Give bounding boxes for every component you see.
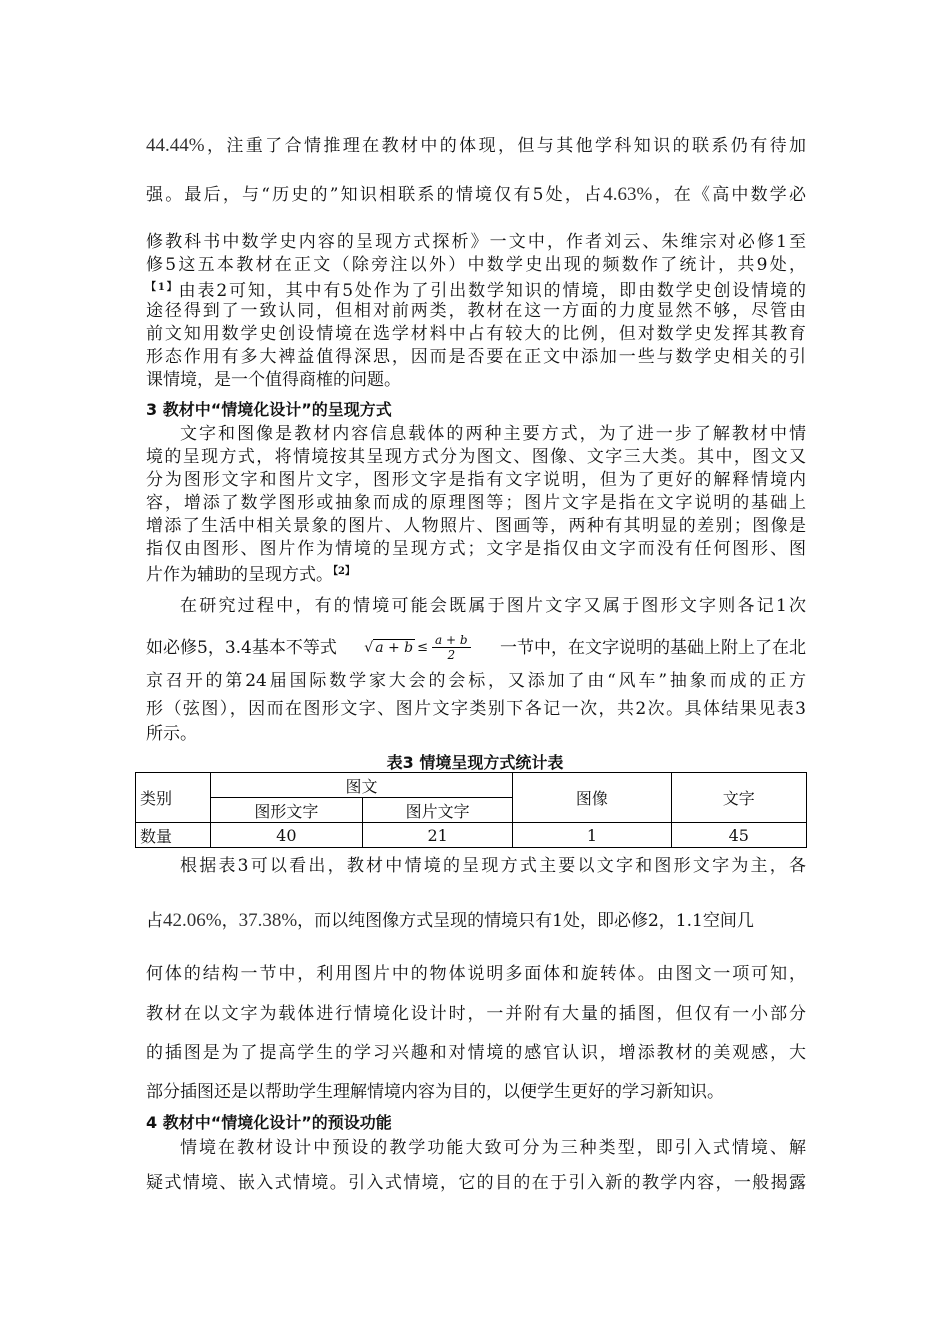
formula xyxy=(364,633,472,662)
table-row xyxy=(136,823,807,848)
column-header-text: 文字 xyxy=(671,773,806,823)
paragraph-line: 情境在教材设计中预设的教学功能大致可分为三种类型，即引入式情境、解 xyxy=(180,1138,806,1158)
paragraph-line: 形（弦图），因而在图形文字、图片文字类别下各记一次，共2次。具体结果见表3 xyxy=(146,699,806,719)
percentage-value: 44.44% xyxy=(146,135,205,156)
table-caption: 表3 情境呈现方式统计表 xyxy=(386,753,564,772)
paragraph-line: 修5这五本教材在正文（除旁注以外）中数学史出现的频数作了统计，共9处， xyxy=(146,255,806,275)
section-heading: 4 教材中“情境化设计”的预设功能 xyxy=(146,1113,392,1132)
text-span: 片作为辅助的呈现方式。 xyxy=(146,565,333,585)
text-span: ，而以纯图像方式呈现的情境只有1处，即必修2，1.1空间几 xyxy=(297,911,754,931)
paragraph-line: 部分插图还是以帮助学生理解情境内容为目的，以便学生更好的学习新知识。 xyxy=(146,1082,724,1102)
table-cell: 40 xyxy=(210,823,362,848)
citation-ref: 【2】 xyxy=(333,566,355,577)
paragraph-line: 途径得到了一致认同，但相对前两类，教材在这一方面的力度显然不够，尽管由 xyxy=(146,301,806,321)
text-span: 由表2可知，其中有5处作为了引出数学知识的情境，即由数学史创设情境的 xyxy=(178,281,806,301)
paragraph-line: 容，增添了数学图形或抽象而成的原理图等；图片文字是指在文字说明的基础上 xyxy=(146,493,806,513)
percentage-value: 4.63% xyxy=(603,184,653,205)
citation-ref: 【1】 xyxy=(146,282,179,293)
table-cell: 1 xyxy=(513,823,671,848)
table-row xyxy=(136,773,807,798)
paragraph-line xyxy=(146,911,806,931)
paragraph-line: 境的呈现方式，将情境按其呈现方式分为图文、图像、文字三大类。其中，图文又 xyxy=(146,447,806,467)
table-cell: 21 xyxy=(363,823,513,848)
paragraph-line: 增添了生活中相关景象的图片、人物照片、图画等，两种有其明显的差别；图像是 xyxy=(146,516,806,536)
denominator: 2 xyxy=(447,648,456,662)
text-span: ， xyxy=(221,911,239,931)
paragraph-line xyxy=(146,136,806,156)
row-header-category: 类别 xyxy=(136,773,211,823)
numerator: a + b xyxy=(432,633,471,648)
paragraph-line: 教材在以文字为载体进行情境化设计时，一并附有大量的插图，但仅有一小部分 xyxy=(146,1004,806,1024)
text-span: ，在《高中数学必 xyxy=(652,185,807,205)
paragraph-line: 指仅由图形、图片作为情境的呈现方式；文字是指仅由文字而没有任何图形、图 xyxy=(146,539,806,559)
column-header-graphic-text: 图形文字 xyxy=(210,798,362,823)
paragraph-line: 所示。 xyxy=(146,724,197,744)
statistics-table xyxy=(135,772,807,848)
radicand: a + b xyxy=(375,639,414,656)
text-span: 如必修5，3.4基本不等式 xyxy=(146,637,337,658)
paragraph-line: 文字和图像是教材内容信息载体的两种主要方式，为了进一步了解教材中情 xyxy=(180,424,806,444)
paragraph-line xyxy=(146,633,806,662)
paragraph-line: 的插图是为了提高学生的学习兴趣和对情境的感官认识，增添教材的美观感，大 xyxy=(146,1043,806,1063)
text-span: 一节中，在文字说明的基础上附上了在北 xyxy=(499,637,806,658)
paragraph-line: 分为图形文字和图片文字，图形文字是指有文字说明，但为了更好的解释情境内 xyxy=(146,470,806,490)
table-cell: 45 xyxy=(671,823,806,848)
paragraph-line: 根据表3可以看出，教材中情境的呈现方式主要以文字和图形文字为主，各 xyxy=(180,856,806,876)
paragraph-line: 修教科书中数学史内容的呈现方式探析》一文中，作者刘云、朱维宗对必修1至 xyxy=(146,232,806,252)
text-span: 占 xyxy=(146,911,163,931)
sqrt-expression: √ a + b xyxy=(364,639,414,656)
paragraph-line: 形态作用有多大裨益值得深思，因而是否要在正文中添加一些与数学史相关的引 xyxy=(146,347,806,367)
column-group-header: 图文 xyxy=(210,773,513,798)
paragraph-line: 前文知用数学史创设情境在选学材料中占有较大的比例，但对数学史发挥其教育 xyxy=(146,324,806,344)
paragraph-line: 疑式情境、嵌入式情境。引入式情境，它的目的在于引入新的教学内容，一般揭露 xyxy=(146,1173,806,1193)
percentage-value: 42.06% xyxy=(163,910,222,931)
column-header-picture-text: 图片文字 xyxy=(363,798,513,823)
text-span: 强。最后，与“历史的”知识相联系的情境仅有5处，占 xyxy=(146,185,604,205)
column-header-image: 图像 xyxy=(513,773,671,823)
section-heading: 3 教材中“情境化设计”的呈现方式 xyxy=(146,400,392,419)
paragraph-line: 京召开的第24届国际数学家大会的会标，又添加了由“风车”抽象而成的正方 xyxy=(146,671,806,691)
inequality-sign: ≤ xyxy=(417,639,429,655)
paragraph-line: 何体的结构一节中，利用图片中的物体说明多面体和旋转体。由图文一项可知， xyxy=(146,964,806,984)
paragraph-line xyxy=(146,278,806,301)
text-span: ，注重了合情推理在教材中的体现，但与其他学科知识的联系仍有待加 xyxy=(204,136,806,156)
paragraph-line xyxy=(146,562,806,585)
paragraph-line: 课情境，是一个值得商榷的问题。 xyxy=(146,370,401,390)
fraction xyxy=(432,633,471,662)
row-label-count: 数量 xyxy=(136,823,211,848)
paragraph-line xyxy=(146,185,806,205)
percentage-value: 37.38% xyxy=(238,910,298,931)
paragraph-line: 在研究过程中，有的情境可能会既属于图片文字又属于图形文字则各记1次 xyxy=(180,596,806,616)
